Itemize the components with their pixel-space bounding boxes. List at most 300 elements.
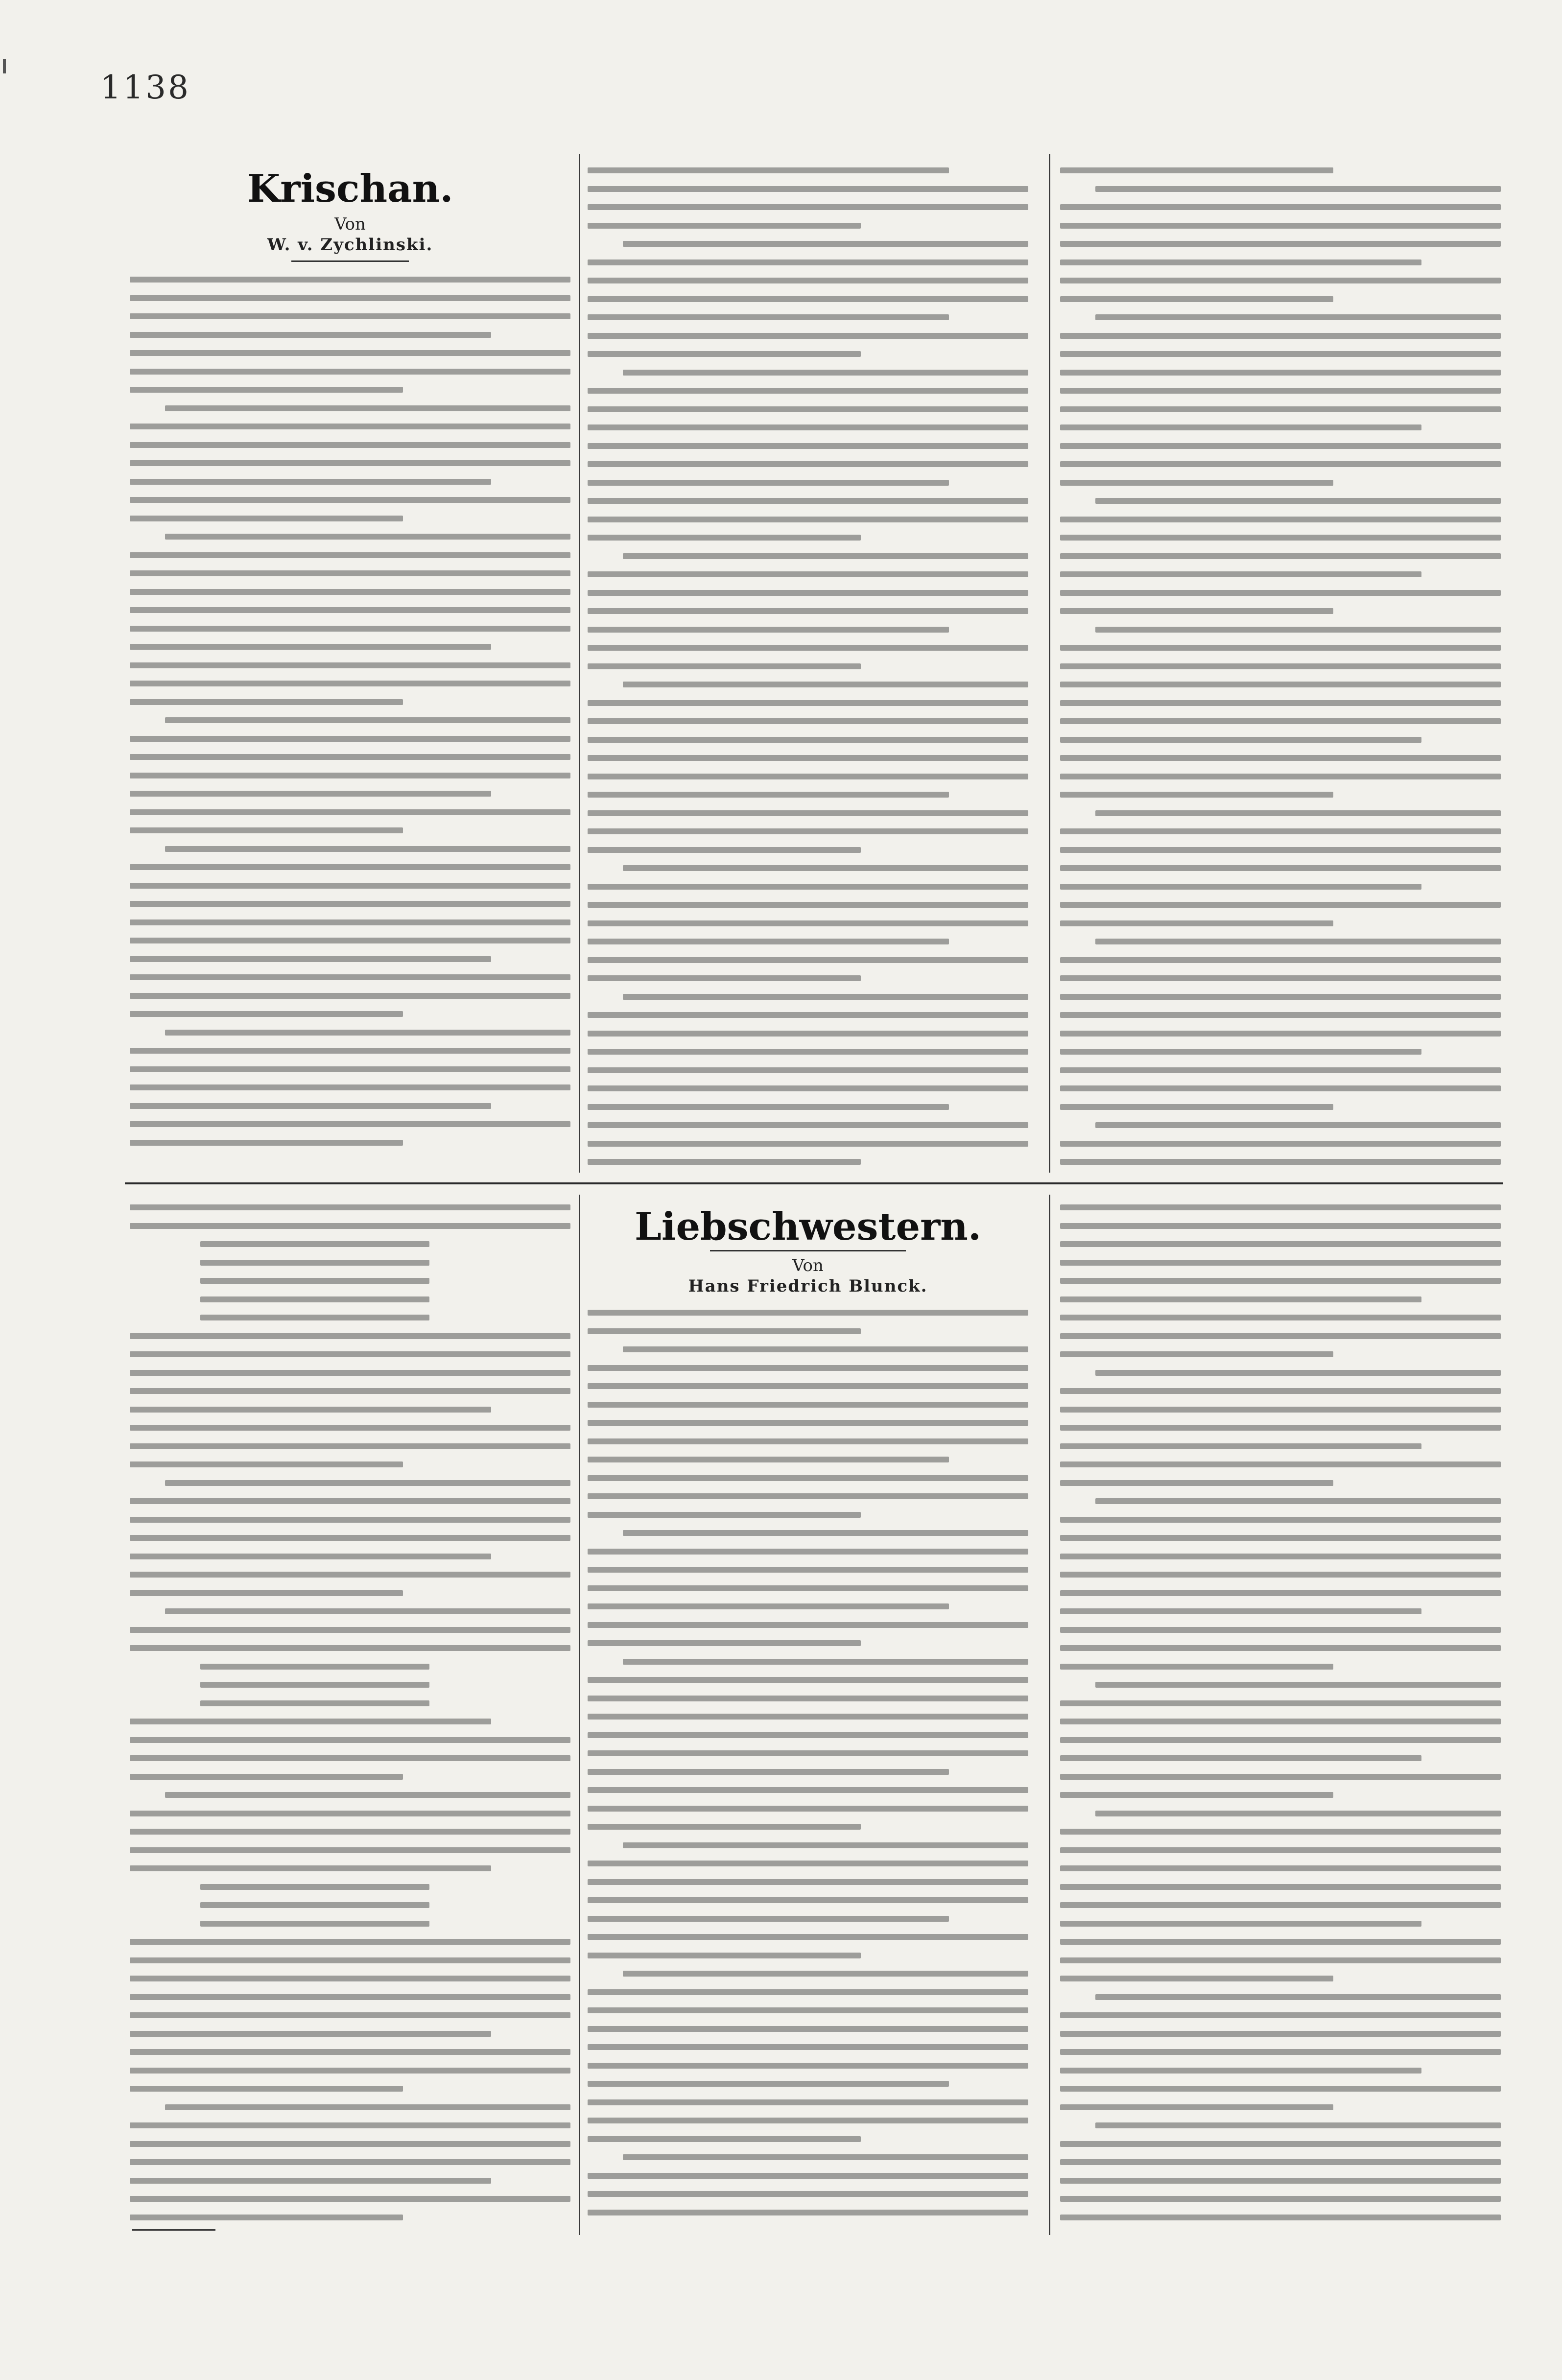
- text-line: [130, 1066, 570, 1072]
- text-line: [130, 2012, 570, 2018]
- text-line: [1060, 223, 1501, 229]
- text-line: [1060, 388, 1501, 394]
- text-line: [130, 497, 570, 503]
- text-line: [200, 1682, 429, 1688]
- text-line: [1095, 1994, 1501, 2000]
- text-line: [588, 1603, 949, 1609]
- text-line: [1095, 314, 1501, 320]
- text-line: [130, 1719, 491, 1724]
- text-line: [1060, 2031, 1501, 2037]
- text-line: [1060, 1957, 1501, 1963]
- text-line: [1060, 1260, 1501, 1266]
- text-line: [130, 1084, 570, 1090]
- text-line: [130, 607, 570, 613]
- text-line: [588, 920, 1028, 926]
- text-line: [1060, 2196, 1501, 2202]
- text-line: [623, 1842, 1028, 1848]
- text-line: [588, 1714, 1028, 1720]
- text-line: [130, 1755, 570, 1761]
- text-line: [588, 645, 1028, 651]
- text-line: [588, 443, 1028, 449]
- text-line: [130, 460, 570, 466]
- article-byline: Von: [334, 214, 366, 234]
- text-line: [1060, 700, 1501, 706]
- text-line: [1060, 1608, 1421, 1614]
- text-line: [1060, 1829, 1501, 1835]
- text-line: [588, 884, 1028, 890]
- text-line: [1060, 1664, 1333, 1670]
- text-line: [1060, 645, 1501, 651]
- text-line: [588, 1953, 861, 1958]
- text-line: [1060, 737, 1421, 743]
- text-line: [1060, 1204, 1501, 1210]
- text-line: [588, 571, 1028, 577]
- text-line: [588, 1493, 1028, 1499]
- text-line: [1060, 333, 1501, 339]
- text-line: [165, 1480, 570, 1486]
- text-line: [200, 1260, 429, 1266]
- text-line: [1060, 1939, 1501, 1945]
- text-line: [1060, 1049, 1421, 1055]
- text-line: [130, 974, 570, 980]
- text-line: [200, 1278, 429, 1284]
- text-line: [1060, 1535, 1501, 1541]
- text-line: [588, 2007, 1028, 2013]
- text-line: [130, 626, 570, 632]
- column-text: [130, 277, 570, 1158]
- text-line: [1060, 204, 1501, 210]
- margin-mark: [3, 59, 6, 73]
- text-line: [588, 1861, 1028, 1866]
- text-line: [1095, 1122, 1501, 1128]
- text-line: [200, 1664, 429, 1670]
- text-line: [1095, 810, 1501, 816]
- text-line: [588, 939, 949, 944]
- text-line: [588, 1031, 1028, 1037]
- text-line: [588, 627, 949, 633]
- text-line: [588, 828, 1028, 834]
- text-line: [588, 663, 861, 669]
- text-line: [1060, 2178, 1501, 2184]
- text-line: [588, 1049, 1028, 1055]
- text-line: [1060, 2215, 1501, 2220]
- text-line: [588, 755, 1028, 761]
- text-line: [1060, 1104, 1333, 1110]
- text-line: [1060, 792, 1333, 798]
- text-line: [588, 1879, 1028, 1885]
- text-line: [130, 424, 570, 429]
- text-line: [588, 2026, 1028, 2032]
- text-line: [1060, 424, 1421, 430]
- text-line: [1060, 957, 1501, 963]
- text-line: [1060, 755, 1501, 761]
- column-bottom-1: [130, 1197, 570, 2235]
- text-line: [588, 902, 1028, 908]
- column-top-1: [130, 157, 570, 1175]
- text-line: [588, 1085, 1028, 1091]
- text-line: [588, 810, 1028, 816]
- text-line: [1060, 1461, 1501, 1467]
- text-line: [588, 2210, 1028, 2215]
- text-line: [1060, 461, 1501, 467]
- text-line: [588, 424, 1028, 430]
- text-line: [588, 1141, 1028, 1147]
- text-line: [165, 1792, 570, 1798]
- end-rule: [132, 2229, 215, 2231]
- text-line: [1060, 1012, 1501, 1018]
- text-line: [200, 1315, 429, 1320]
- text-line: [130, 2086, 403, 2092]
- text-line: [623, 1659, 1028, 1665]
- text-line: [623, 553, 1028, 559]
- text-line: [130, 369, 570, 375]
- column-bottom-3: [1060, 1197, 1501, 2235]
- text-line: [588, 1365, 1028, 1371]
- text-line: [588, 700, 1028, 706]
- text-line: [165, 1030, 570, 1036]
- text-line: [130, 1140, 403, 1146]
- text-line: [1060, 1031, 1501, 1037]
- text-line: [588, 1806, 1028, 1812]
- text-line: [1060, 2068, 1421, 2074]
- text-line: [1060, 920, 1333, 926]
- text-line: [1095, 939, 1501, 944]
- column-text: [588, 167, 1028, 1175]
- text-line: [1060, 1085, 1501, 1091]
- text-line: [1060, 1572, 1501, 1578]
- text-line: [1060, 1407, 1501, 1413]
- text-line: [588, 204, 1028, 210]
- text-line: [1095, 498, 1501, 504]
- text-line: [1060, 1865, 1501, 1871]
- text-line: [130, 2178, 491, 2184]
- text-line: [130, 956, 491, 962]
- text-line: [588, 2173, 1028, 2179]
- text-line: [623, 241, 1028, 247]
- text-line: [130, 1645, 570, 1651]
- text-line: [588, 847, 861, 853]
- text-line: [200, 1902, 429, 1908]
- text-line: [1060, 1315, 1501, 1320]
- text-line: [1060, 1480, 1333, 1486]
- text-line: [130, 883, 570, 889]
- text-line: [130, 1048, 570, 1054]
- text-line: [588, 1549, 1028, 1555]
- text-line: [1060, 406, 1501, 412]
- text-line: [130, 791, 491, 797]
- text-line: [623, 1346, 1028, 1352]
- text-line: [1060, 847, 1501, 853]
- text-line: [165, 717, 570, 723]
- text-line: [588, 186, 1028, 192]
- text-line: [1060, 2159, 1501, 2165]
- text-line: [1060, 1554, 1501, 1559]
- article-author: Hans Friedrich Blunck.: [688, 1276, 928, 1296]
- column-divider: [1049, 1195, 1050, 2235]
- text-line: [1060, 902, 1501, 908]
- text-line: [623, 994, 1028, 1000]
- text-line: [1060, 865, 1501, 871]
- text-line: [588, 1916, 949, 1922]
- text-line: [130, 2068, 570, 2074]
- text-line: [130, 277, 570, 283]
- text-line: [130, 1811, 570, 1816]
- text-line: [130, 1407, 491, 1413]
- text-line: [588, 1934, 1028, 1940]
- text-line: [588, 1328, 861, 1334]
- text-line: [1060, 1159, 1501, 1165]
- text-line: [1060, 1921, 1421, 1927]
- text-line: [588, 2044, 1028, 2050]
- text-line: [1060, 278, 1501, 283]
- text-line: [130, 773, 570, 778]
- text-line: [130, 1572, 570, 1578]
- text-line: [588, 223, 861, 229]
- text-line: [1060, 480, 1333, 486]
- text-line: [130, 1011, 403, 1017]
- text-line: [588, 737, 1028, 743]
- text-line: [1060, 2012, 1501, 2018]
- text-line: [1060, 259, 1421, 265]
- text-line: [588, 1159, 861, 1165]
- text-line: [1060, 2049, 1501, 2055]
- text-line: [1060, 1774, 1501, 1780]
- text-line: [588, 461, 1028, 467]
- text-line: [588, 1640, 861, 1646]
- text-line: [130, 2196, 570, 2202]
- text-line: [130, 644, 491, 650]
- column-text: [588, 1310, 1028, 2228]
- text-line: [1060, 608, 1333, 614]
- text-line: [1060, 590, 1501, 596]
- column-divider: [1049, 154, 1050, 1173]
- text-line: [130, 809, 570, 815]
- text-line: [1060, 1700, 1501, 1706]
- text-line: [588, 1402, 1028, 1408]
- text-line: [130, 387, 403, 393]
- text-line: [588, 1677, 1028, 1683]
- text-line: [588, 1067, 1028, 1073]
- text-line: [130, 993, 570, 999]
- text-line: [1060, 1590, 1501, 1596]
- text-line: [1060, 1388, 1501, 1394]
- article-title: Liebschwestern.: [634, 1204, 982, 1249]
- column-divider: [579, 154, 580, 1173]
- text-line: [130, 1535, 570, 1541]
- text-line: [588, 1769, 949, 1775]
- text-line: [1095, 2122, 1501, 2128]
- text-line: [588, 1512, 861, 1518]
- text-line: [200, 1921, 429, 1927]
- text-line: [588, 608, 1028, 614]
- text-line: [588, 2191, 1028, 2197]
- text-line: [623, 682, 1028, 687]
- text-line: [1060, 1902, 1501, 1908]
- text-line: [588, 1787, 1028, 1793]
- text-line: [588, 535, 861, 541]
- text-line: [588, 792, 949, 798]
- text-line: [1060, 351, 1501, 357]
- text-line: [1095, 1811, 1501, 1816]
- text-line: [130, 1443, 570, 1449]
- text-line: [130, 350, 570, 356]
- text-line: [130, 313, 570, 319]
- text-line: [130, 479, 491, 485]
- column-divider: [579, 1195, 580, 2235]
- text-line: [130, 1865, 491, 1871]
- text-line: [130, 1333, 570, 1339]
- text-line: [588, 1750, 1028, 1756]
- text-line: [1060, 884, 1421, 890]
- text-line: [130, 570, 570, 576]
- article-author: W. v. Zychlinski.: [267, 235, 433, 255]
- article-title: Krischan.: [247, 166, 453, 211]
- text-line: [130, 552, 570, 558]
- text-line: [588, 1732, 1028, 1738]
- text-line: [588, 590, 1028, 596]
- text-line: [1060, 2104, 1333, 2110]
- text-line: [130, 1223, 570, 1229]
- text-line: [1060, 1976, 1333, 1981]
- text-line: [165, 846, 570, 852]
- text-line: [1060, 1627, 1501, 1633]
- text-line: [130, 827, 403, 833]
- text-line: [130, 1204, 570, 1210]
- text-line: [130, 901, 570, 907]
- text-line: [588, 2063, 1028, 2069]
- text-line: [130, 1939, 570, 1945]
- text-line: [623, 2154, 1028, 2160]
- text-line: [588, 259, 1028, 265]
- text-line: [130, 442, 570, 448]
- text-line: [1060, 1737, 1501, 1743]
- text-line: [130, 1388, 570, 1394]
- text-line: [130, 938, 570, 943]
- text-line: [588, 1989, 1028, 1995]
- text-line: [130, 1590, 403, 1596]
- text-line: [1060, 2141, 1501, 2147]
- text-line: [1060, 167, 1333, 173]
- text-line: [130, 1351, 570, 1357]
- text-line: [200, 1700, 429, 1706]
- text-line: [200, 1241, 429, 1247]
- text-line: [588, 2081, 949, 2087]
- text-line: [1060, 1351, 1333, 1357]
- text-line: [1060, 1719, 1501, 1724]
- text-line: [130, 2141, 570, 2147]
- page-number: 1138: [100, 69, 190, 106]
- text-line: [1060, 1296, 1421, 1302]
- text-line: [1060, 975, 1501, 981]
- text-line: [130, 1517, 570, 1523]
- text-line: [588, 1438, 1028, 1444]
- text-line: [588, 1012, 1028, 1018]
- text-line: [1060, 1333, 1501, 1339]
- text-line: [588, 1310, 1028, 1316]
- text-line: [588, 1897, 1028, 1903]
- text-line: [130, 736, 570, 742]
- text-line: [588, 167, 949, 173]
- column-text: [1060, 167, 1501, 1175]
- text-line: [588, 498, 1028, 504]
- text-line: [588, 278, 1028, 283]
- text-line: [588, 774, 1028, 779]
- text-line: [1060, 1241, 1501, 1247]
- text-line: [1060, 1847, 1501, 1853]
- column-top-3: [1060, 157, 1501, 1175]
- text-line: [588, 1622, 1028, 1628]
- text-line: [165, 534, 570, 540]
- text-line: [588, 480, 949, 486]
- text-line: [588, 1585, 1028, 1591]
- text-line: [200, 1884, 429, 1890]
- text-line: [130, 864, 570, 870]
- text-line: [1060, 1278, 1501, 1284]
- text-line: [588, 406, 1028, 412]
- text-line: [1060, 2086, 1501, 2092]
- text-line: [1060, 994, 1501, 1000]
- text-line: [1060, 571, 1421, 577]
- text-line: [1060, 1425, 1501, 1431]
- text-line: [588, 1567, 1028, 1573]
- text-line: [130, 1461, 403, 1467]
- text-line: [130, 754, 570, 760]
- text-line: [130, 1829, 570, 1835]
- text-line: [130, 2031, 491, 2037]
- text-line: [130, 2215, 403, 2220]
- text-line: [165, 2104, 570, 2110]
- text-line: [1060, 517, 1501, 522]
- text-line: [588, 1475, 1028, 1481]
- column-top-2: [588, 157, 1028, 1175]
- text-line: [130, 332, 491, 338]
- text-line: [1060, 553, 1501, 559]
- text-line: [130, 1627, 570, 1633]
- text-line: [588, 1824, 861, 1830]
- text-line: [1060, 718, 1501, 724]
- text-line: [588, 333, 1028, 339]
- title-rule: [710, 1250, 906, 1251]
- text-line: [200, 1296, 429, 1302]
- column-bottom-2: [588, 1197, 1028, 2235]
- text-line: [588, 1457, 949, 1462]
- text-line: [130, 1103, 491, 1109]
- text-line: [1060, 774, 1501, 779]
- text-line: [1060, 828, 1501, 834]
- text-line: [1060, 370, 1501, 376]
- text-line: [130, 1737, 570, 1743]
- section-divider: [125, 1182, 1503, 1184]
- text-line: [1060, 1223, 1501, 1229]
- text-line: [1060, 1443, 1421, 1449]
- text-line: [1060, 1755, 1421, 1761]
- text-line: [588, 975, 861, 981]
- text-line: [588, 957, 1028, 963]
- text-line: [130, 1554, 491, 1559]
- text-line: [588, 1383, 1028, 1389]
- text-line: [130, 2159, 570, 2165]
- text-line: [1060, 663, 1501, 669]
- text-line: [1095, 627, 1501, 633]
- text-line: [1060, 1067, 1501, 1073]
- text-line: [1095, 1498, 1501, 1504]
- text-line: [1060, 296, 1333, 302]
- text-line: [623, 1530, 1028, 1536]
- text-line: [1060, 535, 1501, 541]
- title-rule: [291, 260, 409, 262]
- text-line: [588, 2118, 1028, 2123]
- text-line: [588, 718, 1028, 724]
